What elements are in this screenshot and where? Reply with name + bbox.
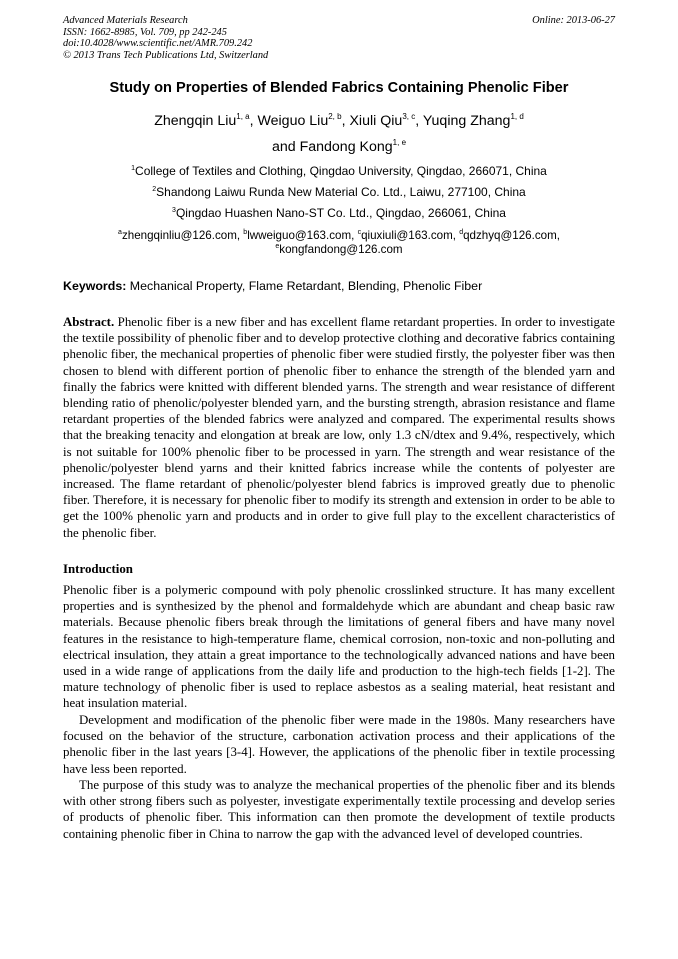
affiliation [0,206,678,220]
keywords-label: Keywords: [63,279,127,293]
author-sup: 3, c [402,112,416,121]
affiliation-sup: 1 [131,165,136,172]
author-name: and Fandong Kong [271,139,393,155]
author-name: Yuqing Zhang [422,113,511,129]
email: lwweiguo@163.com, [247,229,358,242]
journal-copyright: © 2013 Trans Tech Publications Ltd, Switzerland [63,49,269,61]
section-heading: Introduction [63,562,133,576]
affiliation-sup: 2 [152,186,157,193]
author-name: Zhengqin Liu [154,113,237,129]
affiliation-sup: 3 [172,207,176,214]
journal-issn: ISSN: 1662-8985, Vol. 709, pp 242-245 [63,26,227,38]
author-list-line-2 [0,139,678,155]
author-name: Xiuli Qiu [349,113,403,129]
email: qiuxiuli@163.com, [361,229,460,242]
journal-name: Advanced Materials Research [63,15,188,26]
author-name: Weiguo Liu [257,113,329,129]
email: zhengqinliu@126.com, [121,229,244,242]
journal-header [63,15,268,61]
affiliation [0,164,678,178]
author-sup: 1, d [510,112,524,121]
email-sup: a [118,229,122,236]
affiliation-text: Shandong Laiwu Runda New Material Co. Ltd., Laiwu, 277100, China [156,185,526,199]
author-list: Zhengqin Liu$^{1, a}$, Weiguo Liu$^{2, b}$, Xiuli Qiu$^{3, c}$, Yuqing Zhang$^{1, d}$ [154,112,524,129]
email-sup: e [275,243,280,250]
body-paragraph: Development and modification of the phenolic fiber were made in the 1980s. Many researchers have focused on the behavior of the structure, carbonation activation process and their applications of the phenolic fiber in the last years [3-4]. However, the applications of the phenolic fiber in textile processing have less been reported. [63,713,615,776]
paper-title: Study on Properties of Blended Fabrics Containing Phenolic Fiber [109,80,569,96]
email-list [0,229,678,242]
abstract-label: Abstract. [63,315,115,329]
keywords [63,279,615,293]
email-sup: d [459,229,464,236]
email-sup: c [357,229,362,236]
online-date: Online: 2013-06-27 [532,15,615,26]
affiliation-text: College of Textiles and Clothing, Qingdao University, Qingdao, 266071, China [135,164,547,178]
abstract [63,314,615,541]
journal-doi: doi:10.4028/www.scientific.net/AMR.709.242 [63,38,253,49]
affiliation-text: Qingdao Huashen Nano-ST Co. Ltd., Qingdao, 266061, China [175,206,506,220]
affiliation [0,185,678,199]
email-list-line-2 [0,243,678,256]
author-sup: 1, a [236,112,250,121]
author-sup: 1, e [392,138,407,147]
author-sup: 2, b [328,112,342,121]
body-paragraph: The purpose of this study was to analyze the mechanical properties of the phenolic fiber and its blends with other strong fibers such as polyester, investigate experimentally textile processing and develop series of products of phenolic fiber. This information can then promote the development of textile products containing phenolic fiber in China to narrow the gap with the advanced level of developed countries. [63,778,615,841]
email: qdzhyq@126.com, [463,229,560,242]
abstract-text: Phenolic fiber is a new fiber and has excellent flame retardant properties. In order to investigate the textile possibility of phenolic fiber and to develop protective clothing and decorative fabrics containing phenolic fiber, the mechanical properties of phenolic fiber were studied firstly, the polyester fiber was then chosen to blend with different portion of phenolic fiber to enhance the strength of the blended yarn and finally the fabrics were knitted with different blended yarns. The strength and wear resistance of different blending ratio of phenolic/polyester blended yarn, and the bursting strength, abrasion resistance and flame retardant properties of the blended fabrics were analyzed and compared. The experimental results shows that the breaking tenacity and elongation at break are low, only 1.3 cN/dtex and 9.4%, respectively, which is not suitable for 100% phenolic fiber to be processed in yarn. The strength and wear resistance of the phenolic/polyester blend yarns and their knitted fabrics increase while the contents of polyester are increased. The flame retardant of phenolic/polyester blend fabrics is improved greatly due to phenolic fiber. Therefore, it is necessary for phenolic fiber to modify its strength and extension in order to be able to get the 100% phenolic yarn and products and in order to give full play to the excellent characteristics of the phenolic fiber. [63,315,615,540]
body-paragraph: Phenolic fiber is a polymeric compound with poly phenolic crosslinked structure. It has many excellent properties and is synthesized by the phenol and formaldehyde which are abundant and cheap basic raw materials. Because phenolic fibers break through the limitations of general fibers and have many novel features in the resistance to high-temperature flame, chemical corrosion, non-toxic and non-polluting and electrical insulation, they attain a great importance to the technologically advanced nations and have been used in a wide range of applications from the daily life and production to the high-tech fields [1-2]. The mature technology of phenolic fiber is used to replace asbestos as a sealing material, heat resistant and heat insulation material. [63,583,615,711]
email: kongfandong@126.com [279,243,403,256]
keywords-text: Mechanical Property, Flame Retardant, Blending, Phenolic Fiber [126,279,483,293]
email-sup: b [243,229,248,236]
